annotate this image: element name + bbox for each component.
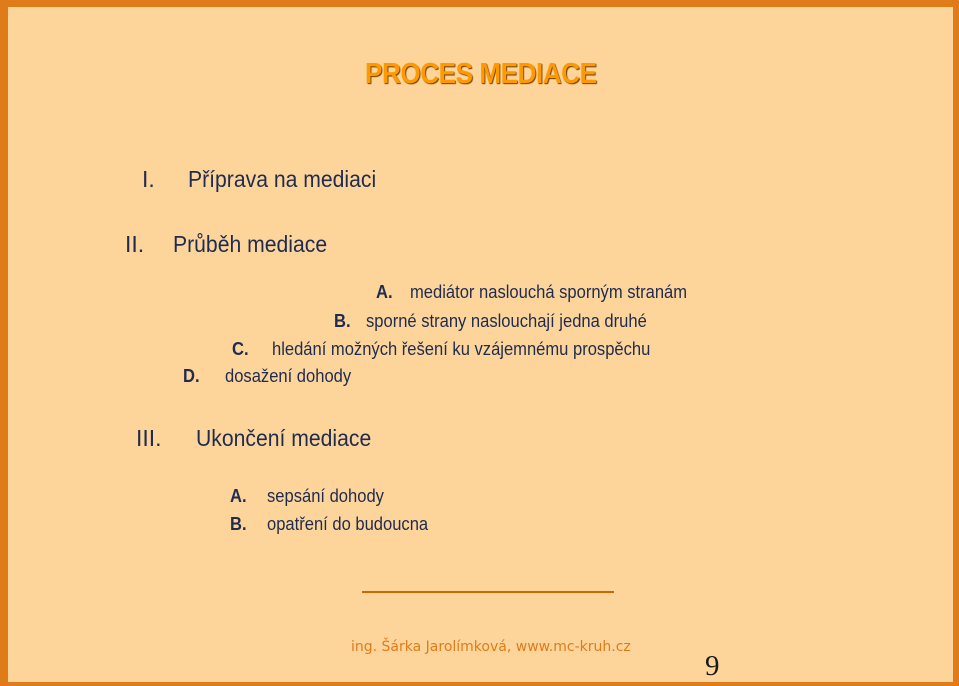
section-2-item-a-letter: A.: [376, 282, 393, 302]
section-3-numeral: III.: [136, 425, 162, 451]
section-2-numeral: II.: [125, 231, 145, 257]
section-2-item-d-letter: D.: [183, 366, 200, 386]
page-number: 9: [705, 650, 720, 682]
section-2-item-d-text: dosažení dohody: [225, 366, 352, 386]
section-3-item-a-letter: A.: [230, 486, 247, 506]
section-2-item-a-text: mediátor naslouchá sporným stranám: [410, 282, 688, 302]
section-3-heading: Ukončení mediace: [196, 425, 372, 451]
section-3-item-a-text: sepsání dohody: [267, 486, 384, 506]
section-2-heading: Průběh mediace: [173, 231, 328, 257]
section-3-item-b-letter: B.: [230, 514, 247, 534]
slide-title: PROCES MEDIACE: [365, 58, 597, 90]
section-1-numeral: I.: [142, 166, 155, 192]
section-2-item-c-text: hledání možných řešení ku vzájemnému prospěchu: [272, 339, 651, 359]
section-2-item-b-letter: B.: [334, 311, 351, 331]
section-2-item-c-letter: C.: [232, 339, 249, 359]
section-2-item-b-text: sporné strany naslouchají jedna druhé: [366, 311, 647, 331]
section-3-item-b-text: opatření do budoucna: [267, 514, 429, 534]
footer-credit: ing. Šárka Jarolímková, www.mc-kruh.cz: [351, 639, 631, 655]
footer-divider: [362, 591, 614, 593]
section-1-heading: Příprava na mediaci: [188, 166, 377, 192]
